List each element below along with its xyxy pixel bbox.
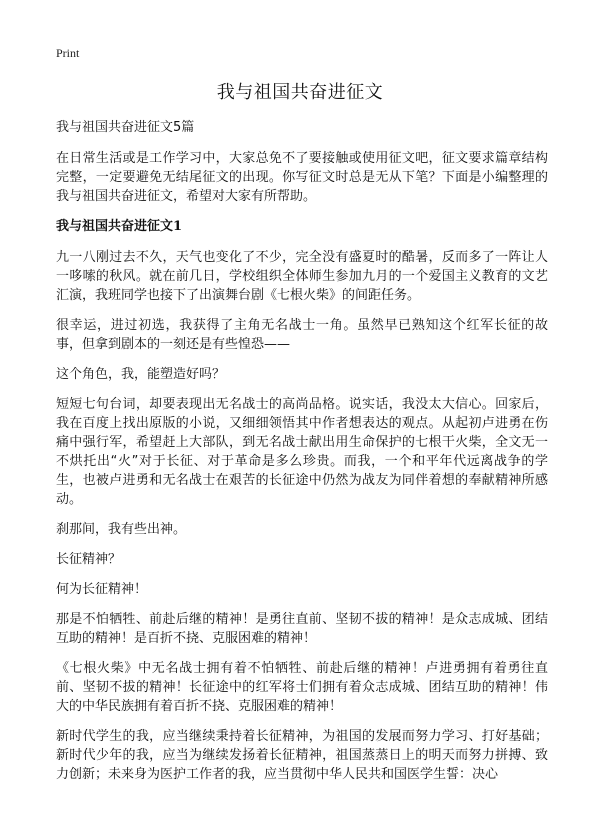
- paragraph: 《七根火柴》中无名战士拥有着不怕牺牲、前赴后继的精神！卢进勇拥有着勇往直前、坚韧不拔的精神！长征途中的红军将士们拥有着众志成城、团结互助的精神！伟大的中华民族拥有着百折不挠、克服困难的精神！: [56, 661, 548, 714]
- article-subtitle: 我与祖国共奋进征文5篇: [56, 120, 195, 135]
- paragraph: 刹那间，我有些出神。: [56, 522, 187, 537]
- paragraph: 新时代学生的我，应当继续秉持着长征精神，为祖国的发展而努力学习、打好基础；新时代少年的我，应当为继续发扬着长征精神，祖国蒸蒸日上的明天而努力拼搏、致力创新；未来身为医护工作者的我，应当贯彻中华人民共和国医学生誓：决心: [56, 729, 548, 782]
- paragraph: 长征精神？: [56, 552, 122, 567]
- print-link[interactable]: Print: [56, 46, 80, 60]
- paragraph: 短短七句台词，却要表现出无名战士的高尚品格。说实话，我没太大信心。回家后，我在百度上找出原版的小说，又细细领悟其中作者想表达的观点。从起初卢进勇在伤痛中强行军，希望赶上大部队，到无名战士献出用生命保护的七根干火柴，全文无一不烘托出“火”对于长征、对于革命是多么珍贵。而我，一个和平年代远离战争的学生，也被卢进勇和无名战士在艰苦的长征途中仍然为战友为同伴着想的奉献精神所感动。: [56, 397, 548, 507]
- paragraph: 那是不怕牺牲、前赴后继的精神！是勇往直前、坚韧不拔的精神！是众志成城、团结互助的精神！是百折不挠、克服困难的精神！: [56, 612, 548, 646]
- page-title: 我与祖国共奋进征文: [216, 82, 384, 103]
- intro-paragraph: 在日常生活或是工作学习中，大家总免不了要接触或使用征文吧，征文要求篇章结构完整，一定要避免无结尾征文的出现。你写征文时总是无从下笔？下面是小编整理的我与祖国共奋进征文，希望对大家有所帮助。: [56, 151, 548, 204]
- paragraph: 九一八刚过去不久，天气也变化了不少，完全没有盛夏时的酷暑，反而多了一阵让人一哆嗦的秋风。就在前几日，学校组织全体师生参加九月的一个爱国主义教育的文艺汇演，我班同学也接下了出演舞台剧《七根火柴》的间距任务。: [56, 250, 548, 303]
- paragraph: 这个角色，我，能塑造好吗？: [56, 367, 226, 382]
- paragraph: 何为长征精神！: [56, 582, 148, 597]
- paragraph: 很幸运，进过初选，我获得了主角无名战士一角。虽然早已熟知这个红军长征的故事，但拿到剧本的一刻还是有些惶恐——: [56, 318, 548, 352]
- section-heading: 我与祖国共奋进征文1: [56, 219, 183, 234]
- article-body: [56, 118, 548, 795]
